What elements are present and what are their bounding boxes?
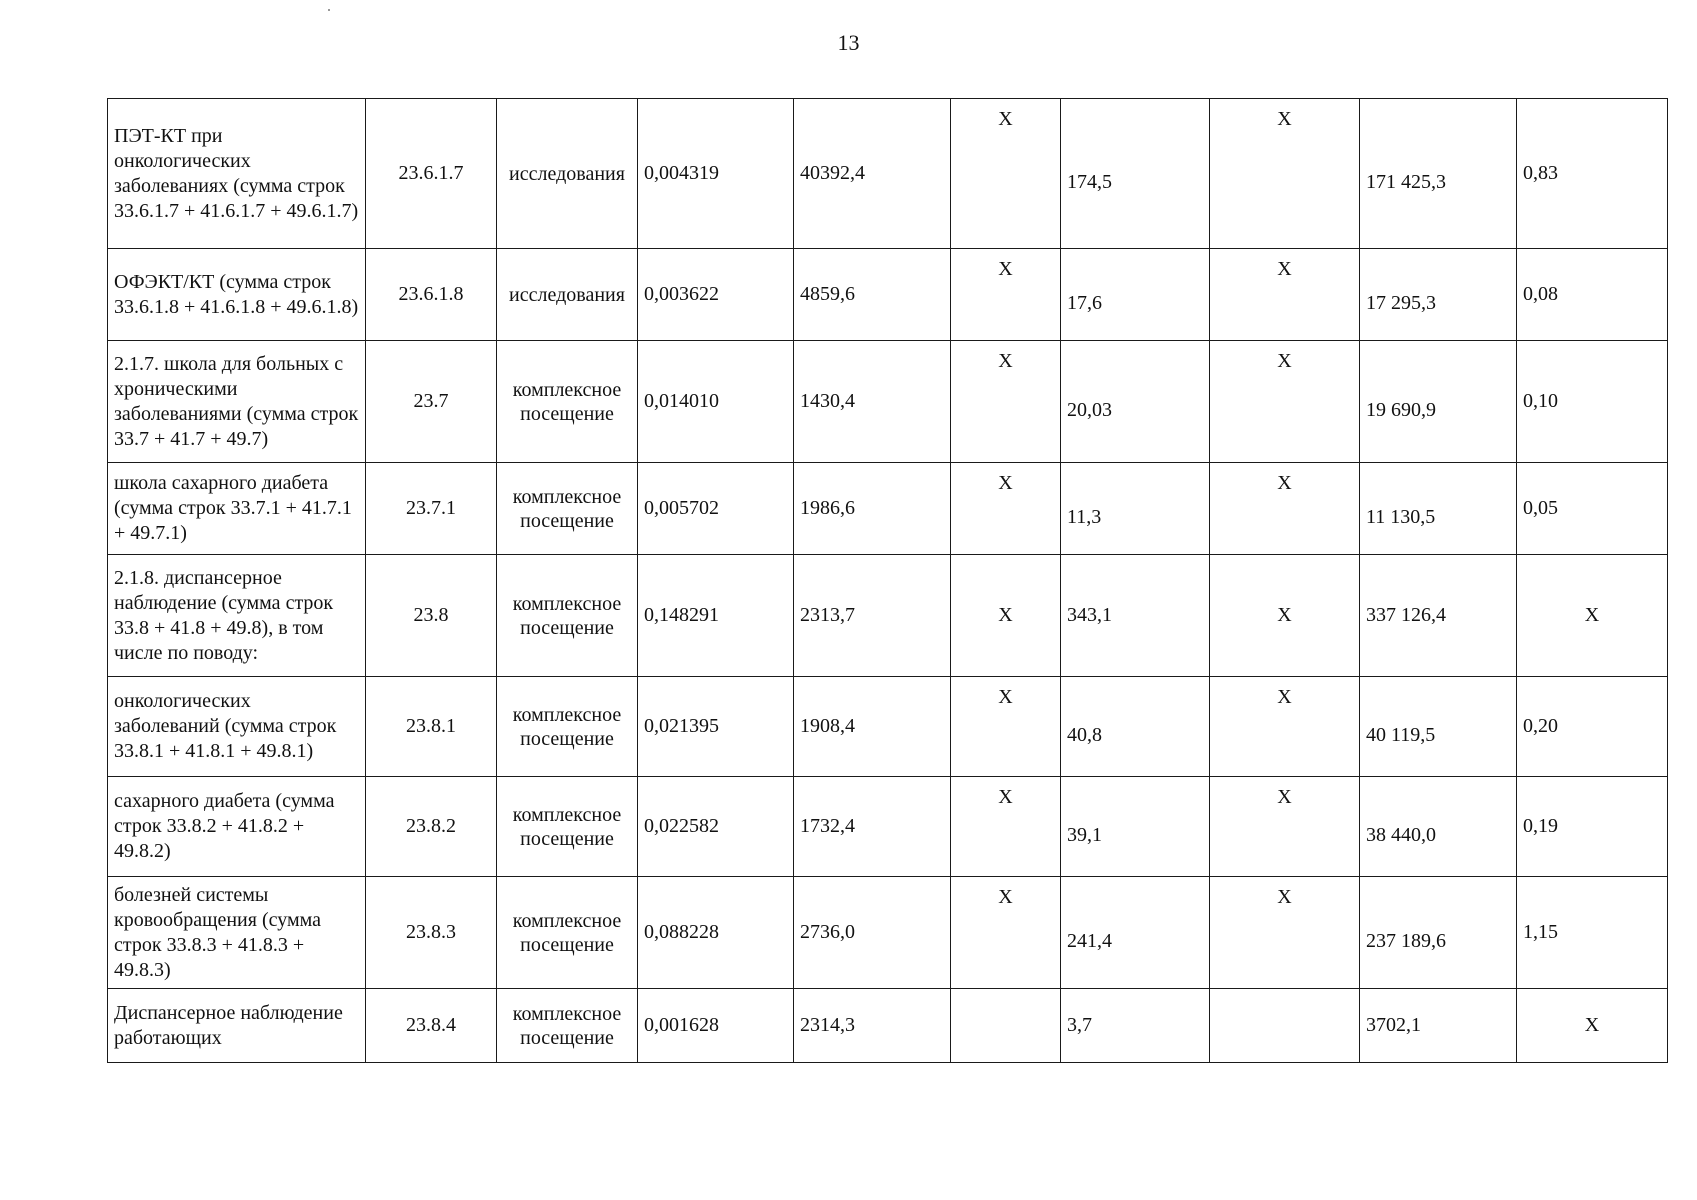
x-marker: X bbox=[1277, 350, 1292, 372]
share-cell: 0,10 bbox=[1517, 341, 1668, 463]
value-cell bbox=[1360, 877, 1517, 989]
row-unit-cell: комплексное посещение bbox=[497, 341, 638, 463]
value-cell bbox=[1360, 463, 1517, 555]
row-name-cell: школа сахарного диабета (сумма строк 33.7.1 + 41.7.1 + 49.7.1) bbox=[108, 463, 366, 555]
table-row bbox=[108, 99, 1668, 249]
x-marker-cell bbox=[951, 99, 1061, 249]
row-unit-cell: исследования bbox=[497, 249, 638, 341]
x-marker-cell bbox=[1210, 555, 1360, 677]
cost-cell: 1430,4 bbox=[794, 341, 951, 463]
value-cell bbox=[1061, 989, 1210, 1063]
value-cell bbox=[1061, 877, 1210, 989]
value-text: 40,8 bbox=[1067, 724, 1102, 746]
norm-cell: 0,021395 bbox=[638, 677, 794, 777]
x-marker-cell bbox=[1210, 777, 1360, 877]
row-unit-cell: комплексное посещение bbox=[497, 555, 638, 677]
x-marker-cell bbox=[1210, 989, 1360, 1063]
row-name-cell: ПЭТ-КТ при онкологических заболеваниях (сумма строк 33.6.1.7 + 41.6.1.7 + 49.6.1.7) bbox=[108, 99, 366, 249]
value-text: 40 119,5 bbox=[1366, 724, 1436, 746]
x-marker: X bbox=[998, 108, 1013, 130]
value-text: 3,7 bbox=[1067, 1014, 1092, 1036]
x-marker-cell bbox=[951, 555, 1061, 677]
row-code-cell: 23.8 bbox=[366, 555, 497, 677]
share-cell: 0,05 bbox=[1517, 463, 1668, 555]
x-marker: X bbox=[1277, 108, 1292, 130]
scan-speck bbox=[328, 9, 330, 11]
table-row bbox=[108, 989, 1668, 1063]
row-name-cell: сахарного диабета (сумма строк 33.8.2 + 41.8.2 + 49.8.2) bbox=[108, 777, 366, 877]
share-cell: 0,08 bbox=[1517, 249, 1668, 341]
value-cell bbox=[1061, 463, 1210, 555]
table-row bbox=[108, 341, 1668, 463]
value-text: 343,1 bbox=[1067, 604, 1112, 626]
table-row bbox=[108, 249, 1668, 341]
cost-cell: 2313,7 bbox=[794, 555, 951, 677]
row-name-cell: 2.1.7. школа для больных с хроническими заболеваниями (сумма строк 33.7 + 41.7 + 49.7) bbox=[108, 341, 366, 463]
row-code-cell: 23.6.1.8 bbox=[366, 249, 497, 341]
value-text: 11,3 bbox=[1067, 506, 1102, 528]
value-cell bbox=[1360, 249, 1517, 341]
row-code-cell: 23.6.1.7 bbox=[366, 99, 497, 249]
x-marker: X bbox=[1277, 604, 1292, 626]
x-marker: X bbox=[1277, 258, 1292, 280]
x-marker: X bbox=[998, 886, 1013, 908]
cost-cell: 2314,3 bbox=[794, 989, 951, 1063]
x-marker: X bbox=[998, 604, 1013, 626]
norm-cell: 0,005702 bbox=[638, 463, 794, 555]
x-marker-cell bbox=[951, 341, 1061, 463]
row-name-cell: болезней системы кровообращения (сумма строк 33.8.3 + 41.8.3 + 49.8.3) bbox=[108, 877, 366, 989]
x-marker: X bbox=[1277, 472, 1292, 494]
value-text: 337 126,4 bbox=[1366, 604, 1446, 626]
share-cell: 0,83 bbox=[1517, 99, 1668, 249]
value-text: 11 130,5 bbox=[1366, 506, 1436, 528]
x-marker-cell bbox=[951, 463, 1061, 555]
row-unit-cell: исследования bbox=[497, 99, 638, 249]
row-name-cell: 2.1.8. диспансерное наблюдение (сумма строк 33.8 + 41.8 + 49.8), в том числе по поводу: bbox=[108, 555, 366, 677]
x-marker: X bbox=[998, 350, 1013, 372]
x-marker bbox=[1210, 989, 1359, 997]
row-code-cell: 23.8.1 bbox=[366, 677, 497, 777]
tariff-table bbox=[107, 98, 1668, 1063]
value-text: 17 295,3 bbox=[1366, 292, 1436, 314]
share-cell: X bbox=[1517, 555, 1668, 677]
value-text: 20,03 bbox=[1067, 399, 1112, 421]
value-text: 17,6 bbox=[1067, 292, 1102, 314]
value-text: 237 189,6 bbox=[1366, 930, 1446, 952]
value-cell bbox=[1360, 989, 1517, 1063]
table-row bbox=[108, 877, 1668, 989]
x-marker: X bbox=[998, 786, 1013, 808]
value-text: 38 440,0 bbox=[1366, 824, 1436, 846]
norm-cell: 0,022582 bbox=[638, 777, 794, 877]
cost-cell: 4859,6 bbox=[794, 249, 951, 341]
share-cell: 0,19 bbox=[1517, 777, 1668, 877]
value-cell bbox=[1360, 341, 1517, 463]
table-body bbox=[108, 99, 1668, 1063]
table-row bbox=[108, 777, 1668, 877]
share-cell: 1,15 bbox=[1517, 877, 1668, 989]
row-name-cell: онкологических заболеваний (сумма строк 33.8.1 + 41.8.1 + 49.8.1) bbox=[108, 677, 366, 777]
value-text: 19 690,9 bbox=[1366, 399, 1436, 421]
norm-cell: 0,088228 bbox=[638, 877, 794, 989]
x-marker-cell bbox=[951, 677, 1061, 777]
x-marker-cell bbox=[1210, 677, 1360, 777]
row-name-cell: Диспансерное наблюдение работающих bbox=[108, 989, 366, 1063]
x-marker-cell bbox=[1210, 877, 1360, 989]
table-row bbox=[108, 555, 1668, 677]
norm-cell: 0,003622 bbox=[638, 249, 794, 341]
cost-cell: 1732,4 bbox=[794, 777, 951, 877]
value-cell bbox=[1061, 341, 1210, 463]
row-name-cell: ОФЭКТ/КТ (сумма строк 33.6.1.8 + 41.6.1.8 + 49.6.1.8) bbox=[108, 249, 366, 341]
cost-cell: 40392,4 bbox=[794, 99, 951, 249]
norm-cell: 0,001628 bbox=[638, 989, 794, 1063]
value-text: 171 425,3 bbox=[1366, 171, 1446, 193]
x-marker: X bbox=[1277, 686, 1292, 708]
row-unit-cell: комплексное посещение bbox=[497, 463, 638, 555]
table-row bbox=[108, 463, 1668, 555]
norm-cell: 0,148291 bbox=[638, 555, 794, 677]
norm-cell: 0,004319 bbox=[638, 99, 794, 249]
row-code-cell: 23.8.2 bbox=[366, 777, 497, 877]
row-code-cell: 23.8.3 bbox=[366, 877, 497, 989]
x-marker-cell bbox=[1210, 463, 1360, 555]
row-code-cell: 23.7 bbox=[366, 341, 497, 463]
cost-cell: 2736,0 bbox=[794, 877, 951, 989]
row-unit-cell: комплексное посещение bbox=[497, 777, 638, 877]
x-marker-cell bbox=[951, 249, 1061, 341]
value-text: 39,1 bbox=[1067, 824, 1102, 846]
x-marker: X bbox=[1277, 786, 1292, 808]
x-marker: X bbox=[998, 472, 1013, 494]
value-cell bbox=[1360, 777, 1517, 877]
x-marker-cell bbox=[1210, 99, 1360, 249]
row-code-cell: 23.8.4 bbox=[366, 989, 497, 1063]
value-text: 174,5 bbox=[1067, 171, 1112, 193]
x-marker-cell bbox=[1210, 341, 1360, 463]
cost-cell: 1908,4 bbox=[794, 677, 951, 777]
table-row bbox=[108, 677, 1668, 777]
x-marker-cell bbox=[951, 777, 1061, 877]
value-text: 241,4 bbox=[1067, 930, 1112, 952]
x-marker: X bbox=[998, 686, 1013, 708]
value-cell bbox=[1061, 555, 1210, 677]
x-marker-cell bbox=[1210, 249, 1360, 341]
x-marker: X bbox=[998, 258, 1013, 280]
value-cell bbox=[1360, 99, 1517, 249]
row-unit-cell: комплексное посещение bbox=[497, 677, 638, 777]
cost-cell: 1986,6 bbox=[794, 463, 951, 555]
page-number: 13 bbox=[837, 30, 860, 55]
value-cell bbox=[1360, 677, 1517, 777]
norm-cell: 0,014010 bbox=[638, 341, 794, 463]
value-cell bbox=[1061, 677, 1210, 777]
x-marker: X bbox=[1277, 886, 1292, 908]
share-cell: X bbox=[1517, 989, 1668, 1063]
value-cell bbox=[1061, 99, 1210, 249]
x-marker bbox=[951, 989, 1060, 997]
row-code-cell: 23.7.1 bbox=[366, 463, 497, 555]
row-unit-cell: комплексное посещение bbox=[497, 989, 638, 1063]
x-marker-cell bbox=[951, 989, 1061, 1063]
row-unit-cell: комплексное посещение bbox=[497, 877, 638, 989]
value-cell bbox=[1360, 555, 1517, 677]
share-cell: 0,20 bbox=[1517, 677, 1668, 777]
value-text: 3702,1 bbox=[1366, 1014, 1421, 1036]
value-cell bbox=[1061, 777, 1210, 877]
x-marker-cell bbox=[951, 877, 1061, 989]
value-cell bbox=[1061, 249, 1210, 341]
